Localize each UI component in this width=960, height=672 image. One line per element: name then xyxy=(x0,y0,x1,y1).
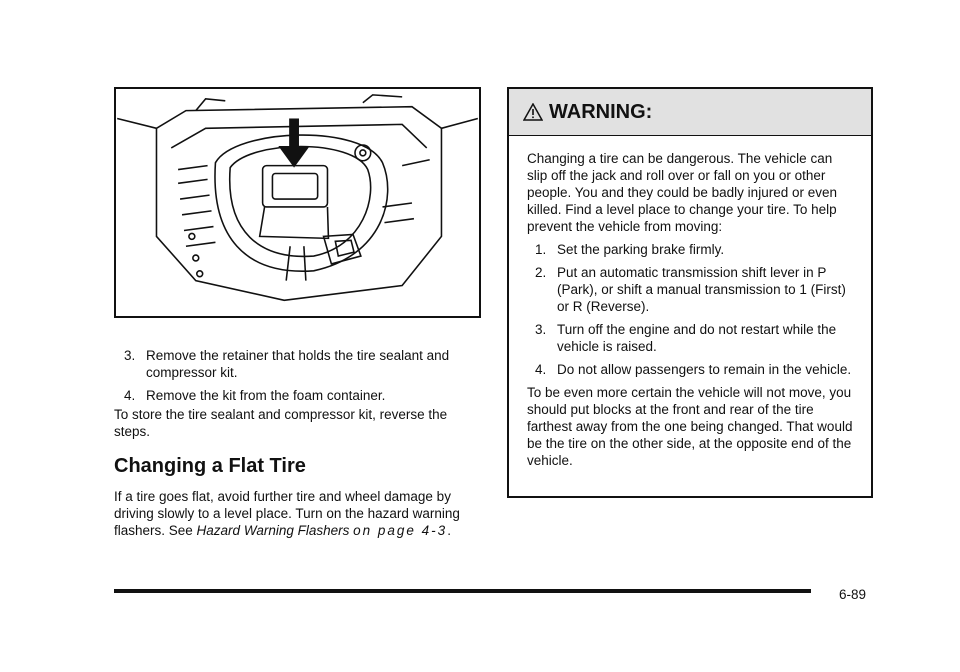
step-text: Remove the retainer that holds the tire sealant and compressor kit. xyxy=(146,348,450,380)
warning-step-2 xyxy=(535,264,853,315)
warning-triangle-icon xyxy=(523,103,543,121)
warning-intro: Changing a tire can be dangerous. The vehicle can slip off the jack and roll over or fall on you or other people. You and they could be badly injured or even killed. Find a level place to change your tire. To help prevent the vehicle from moving: xyxy=(527,151,837,234)
warning-step-4 xyxy=(535,361,853,378)
hazard-flashers-page-ref[interactable]: on page 4‑3 xyxy=(353,523,448,538)
store-kit-paragraph: To store the tire sealant and compressor kit, reverse the steps. xyxy=(114,407,448,439)
step-text: Turn off the engine and do not restart while the vehicle is raised. xyxy=(557,322,837,354)
warning-closing: To be even more certain the vehicle will not move, you should put blocks at the front and rear of the tire farthest away from the one being changed. That would be the tire on the other side, at the opposite end of the vehicle. xyxy=(527,385,853,468)
step-text: Do not allow passengers to remain in the vehicle. xyxy=(557,362,852,377)
step-number: 2. xyxy=(535,265,547,280)
flat-paragraph-end: . xyxy=(447,523,451,538)
step-number: 3. xyxy=(124,348,136,363)
footer-rule xyxy=(114,589,811,593)
step-number: 4. xyxy=(124,388,136,403)
warning-box xyxy=(507,87,873,498)
page-number: 6-89 xyxy=(839,587,867,602)
flat-paragraph-text: If a tire goes flat, avoid further tire and wheel damage by driving slowly to a level place. Turn on the hazard warning flashers. See xyxy=(114,489,460,538)
step-text: Put an automatic transmission shift lever in P (Park), or shift a manual transmission to 1 (First) or R (Reverse). xyxy=(557,265,846,314)
section-heading-changing-flat-tire: Changing a Flat Tire xyxy=(114,455,306,477)
warning-body xyxy=(509,136,871,469)
trunk-illustration xyxy=(114,87,481,318)
warning-header xyxy=(509,89,871,136)
left-steps xyxy=(124,347,484,410)
warning-title: WARNING: xyxy=(549,100,653,123)
step-number: 1. xyxy=(535,242,547,257)
step-text: Remove the kit from the foam container. xyxy=(146,388,386,403)
hazard-flashers-link[interactable]: Hazard Warning Flashers xyxy=(196,523,350,538)
step-number: 3. xyxy=(535,322,547,337)
step-number: 4. xyxy=(535,362,547,377)
left-step-3 xyxy=(124,347,484,381)
warning-step-1 xyxy=(535,241,853,258)
step-text: Set the parking brake firmly. xyxy=(557,242,725,257)
warning-step-3 xyxy=(535,321,853,355)
left-step-4 xyxy=(124,387,484,404)
flat-tire-paragraph xyxy=(114,488,486,539)
trunk-line-drawing xyxy=(116,89,479,316)
